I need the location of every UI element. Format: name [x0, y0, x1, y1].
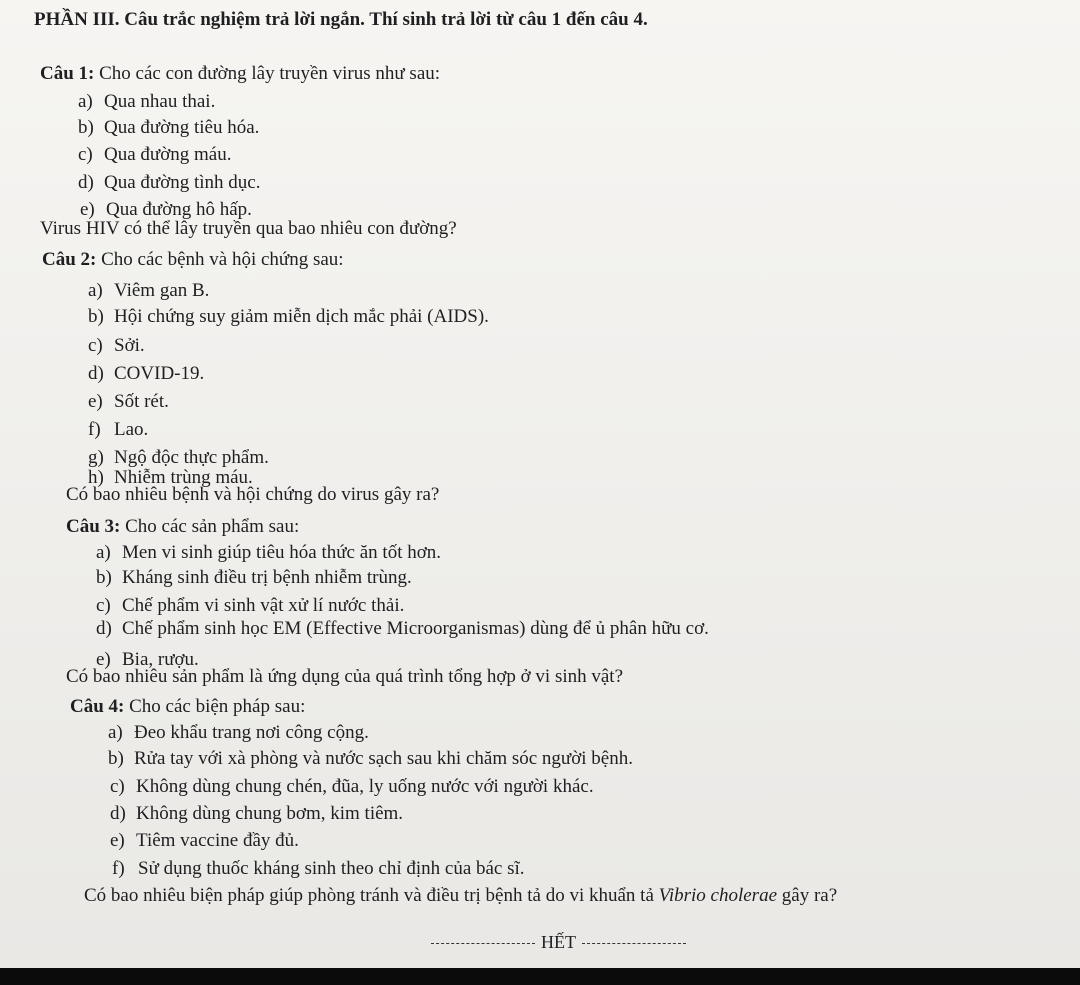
question-3-intro [66, 515, 299, 539]
option-letter: e) [110, 830, 125, 851]
option-letter: c) [88, 335, 103, 356]
option-text: Qua đường máu. [104, 144, 232, 165]
option-letter: c) [96, 595, 111, 616]
option-text: Đeo khẩu trang nơi công cộng. [134, 722, 369, 743]
question-2-intro [42, 248, 344, 272]
end-marker [425, 932, 692, 953]
option-text: Qua nhau thai. [104, 91, 216, 112]
q2-option-d [88, 362, 204, 386]
q3-option-a [96, 541, 441, 565]
question-1-text: Virus HIV có thể lây truyền qua bao nhiêu con đường? [40, 218, 457, 239]
q1-option-a [78, 90, 215, 114]
q1-option-d [78, 171, 261, 195]
q4-option-d [110, 802, 403, 826]
option-letter: d) [110, 803, 126, 824]
option-text: Rửa tay với xà phòng và nước sạch sau khi chăm sóc người bệnh. [134, 748, 633, 769]
option-text: Không dùng chung chén, đũa, ly uống nước với người khác. [136, 776, 594, 797]
option-letter: d) [78, 172, 94, 193]
option-letter: e) [80, 199, 95, 220]
option-text: COVID-19. [114, 363, 205, 384]
option-letter: c) [78, 144, 93, 165]
q2-option-b [88, 305, 489, 329]
option-letter: h) [88, 467, 104, 488]
q3-option-d [96, 617, 709, 641]
option-text: Bia, rượu. [122, 649, 199, 670]
option-text: Qua đường hô hấp. [106, 199, 252, 220]
q1-option-b [78, 116, 259, 140]
question-3-text: Có bao nhiêu sản phẩm là ứng dụng của quá trình tổng hợp ở vi sinh vật? [66, 666, 624, 687]
option-letter: a) [108, 722, 123, 743]
q4-option-a [108, 721, 369, 745]
option-text: Chế phẩm vi sinh vật xử lí nước thải. [122, 595, 405, 616]
option-letter: b) [96, 567, 112, 588]
option-letter: e) [96, 649, 111, 670]
option-letter: a) [78, 91, 93, 112]
question-2-intro-text: Cho các bệnh và hội chứng sau: [96, 249, 344, 270]
option-letter: e) [88, 391, 103, 412]
option-text: Sử dụng thuốc kháng sinh theo chỉ định của bác sĩ. [138, 858, 525, 879]
q4-option-f [112, 857, 525, 881]
question-2-label: Câu 2: [42, 249, 97, 270]
question-4-intro [70, 695, 305, 719]
option-text: Tiêm vaccine đầy đủ. [136, 830, 299, 851]
option-letter: a) [96, 542, 111, 563]
q3-option-c [96, 594, 404, 618]
question-3-label: Câu 3: [66, 516, 121, 537]
q1-option-c [78, 143, 231, 167]
option-letter: d) [96, 618, 112, 639]
option-text: Sởi. [114, 335, 145, 356]
question-1-intro-text: Cho các con đường lây truyền virus như sau: [94, 63, 441, 84]
q3-option-b [96, 566, 412, 590]
option-text: Ngộ độc thực phẩm. [114, 447, 269, 468]
bottom-black-strip [0, 968, 1080, 985]
option-letter: f) [112, 858, 125, 879]
option-letter: a) [88, 280, 103, 301]
option-letter: d) [88, 363, 104, 384]
option-text: Men vi sinh giúp tiêu hóa thức ăn tốt hơn. [122, 542, 442, 563]
option-text: Sốt rét. [114, 391, 169, 412]
question-4-text-post: gây ra? [777, 885, 838, 906]
q2-option-a [88, 279, 209, 303]
option-text: Chế phẩm sinh học EM (Effective Microorganismas) dùng để ủ phân hữu cơ. [122, 618, 709, 639]
option-text: Kháng sinh điều trị bệnh nhiễm trùng. [122, 567, 412, 588]
option-text: Không dùng chung bơm, kim tiêm. [136, 803, 404, 824]
q4-option-c [110, 775, 594, 799]
option-letter: c) [110, 776, 125, 797]
option-letter: b) [108, 748, 124, 769]
option-letter: g) [88, 447, 104, 468]
section-header: PHẦN III. Câu trắc nghiệm trả lời ngắn. Thí sinh trả lời từ câu 1 đến câu 4. [34, 9, 648, 30]
q2-option-f [88, 418, 148, 442]
option-letter: b) [78, 117, 94, 138]
question-3-intro-text: Cho các sản phẩm sau: [120, 516, 300, 537]
species-name: Vibrio cholerae [658, 885, 778, 906]
left-dashes [431, 943, 535, 944]
q4-option-e [110, 829, 299, 853]
option-letter: f) [88, 419, 101, 440]
question-1-label: Câu 1: [40, 63, 95, 84]
question-4-text [84, 884, 837, 908]
question-4-text-pre: Có bao nhiêu biện pháp giúp phòng tránh và điều trị bệnh tả do vi khuẩn tả [84, 885, 659, 906]
q2-option-c [88, 334, 145, 358]
option-letter: b) [88, 306, 104, 327]
option-text: Viêm gan B. [114, 280, 210, 301]
end-text: HẾT [541, 932, 576, 952]
question-4-intro-text: Cho các biện pháp sau: [124, 696, 306, 717]
q4-option-b [108, 747, 633, 771]
option-text: Hội chứng suy giảm miễn dịch mắc phải (AIDS). [114, 306, 489, 327]
question-2-text: Có bao nhiêu bệnh và hội chứng do virus gây ra? [66, 484, 440, 505]
option-text: Qua đường tiêu hóa. [104, 117, 260, 138]
question-4-label: Câu 4: [70, 696, 125, 717]
q2-option-e [88, 390, 169, 414]
question-1-intro [40, 62, 440, 86]
option-text: Nhiễm trùng máu. [114, 467, 253, 488]
right-dashes [582, 943, 686, 944]
option-text: Lao. [114, 419, 149, 440]
option-text: Qua đường tình dục. [104, 172, 261, 193]
